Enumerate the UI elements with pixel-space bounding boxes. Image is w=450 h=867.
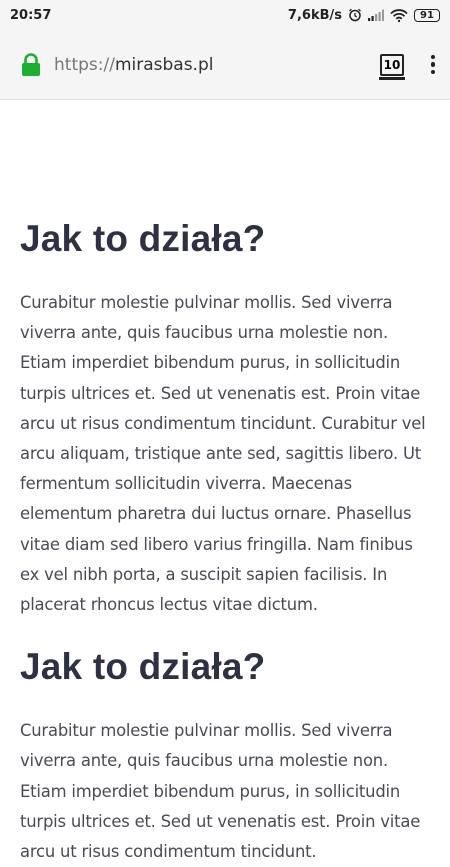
section-heading: Jak to działa? xyxy=(20,218,266,259)
battery-icon: 91 xyxy=(414,9,440,22)
status-time: 20:57 xyxy=(10,7,52,23)
browser-toolbar xyxy=(0,30,450,100)
page-content xyxy=(0,100,450,862)
url-field[interactable] xyxy=(54,55,380,75)
wifi-icon xyxy=(390,9,408,22)
section-paragraph: Curabitur molestie pulvinar mollis. Sed viverra viverra ante, quis faucibus urna molestie non. Etiam imperdiet bibendum purus, in sollicitudin turpis ultrices et. Sed ut venenatis est. Proin vitae arcu ut risus condimentum tincidunt. xyxy=(20,721,421,862)
overflow-menu-icon[interactable] xyxy=(430,55,436,75)
tab-switcher-button[interactable]: 10 xyxy=(380,54,404,76)
signal-icon xyxy=(368,9,384,21)
url-host: mirasbas.pl xyxy=(114,54,214,75)
alarm-icon xyxy=(348,8,362,22)
status-indicators xyxy=(288,8,440,23)
lock-icon[interactable] xyxy=(20,53,42,77)
section-paragraph: Curabitur molestie pulvinar mollis. Sed viverra viverra ante, quis faucibus urna molestie non. Etiam imperdiet bibendum purus, in sollicitudin turpis ultrices et. Sed ut venenatis est. Proin vitae arcu ut risus condimentum tincidunt. Curabitur vel arcu aliquam, tristique ante sed, sagittis libero. Ut fermentum sollicitudin viverra. Maecenas elementum pharetra dui luctus ornare. Phasellus vitae diam sed libero varius fringilla. Nam finibus ex vel nibh porta, a suscipit sapien facilisis. In placerat rhoncus lectus vitae dictum. xyxy=(20,293,426,615)
section-heading: Jak to działa? xyxy=(20,646,266,688)
url-scheme: https:// xyxy=(54,54,115,75)
network-speed: 7,6kB/s xyxy=(287,7,342,23)
status-bar xyxy=(0,0,450,30)
